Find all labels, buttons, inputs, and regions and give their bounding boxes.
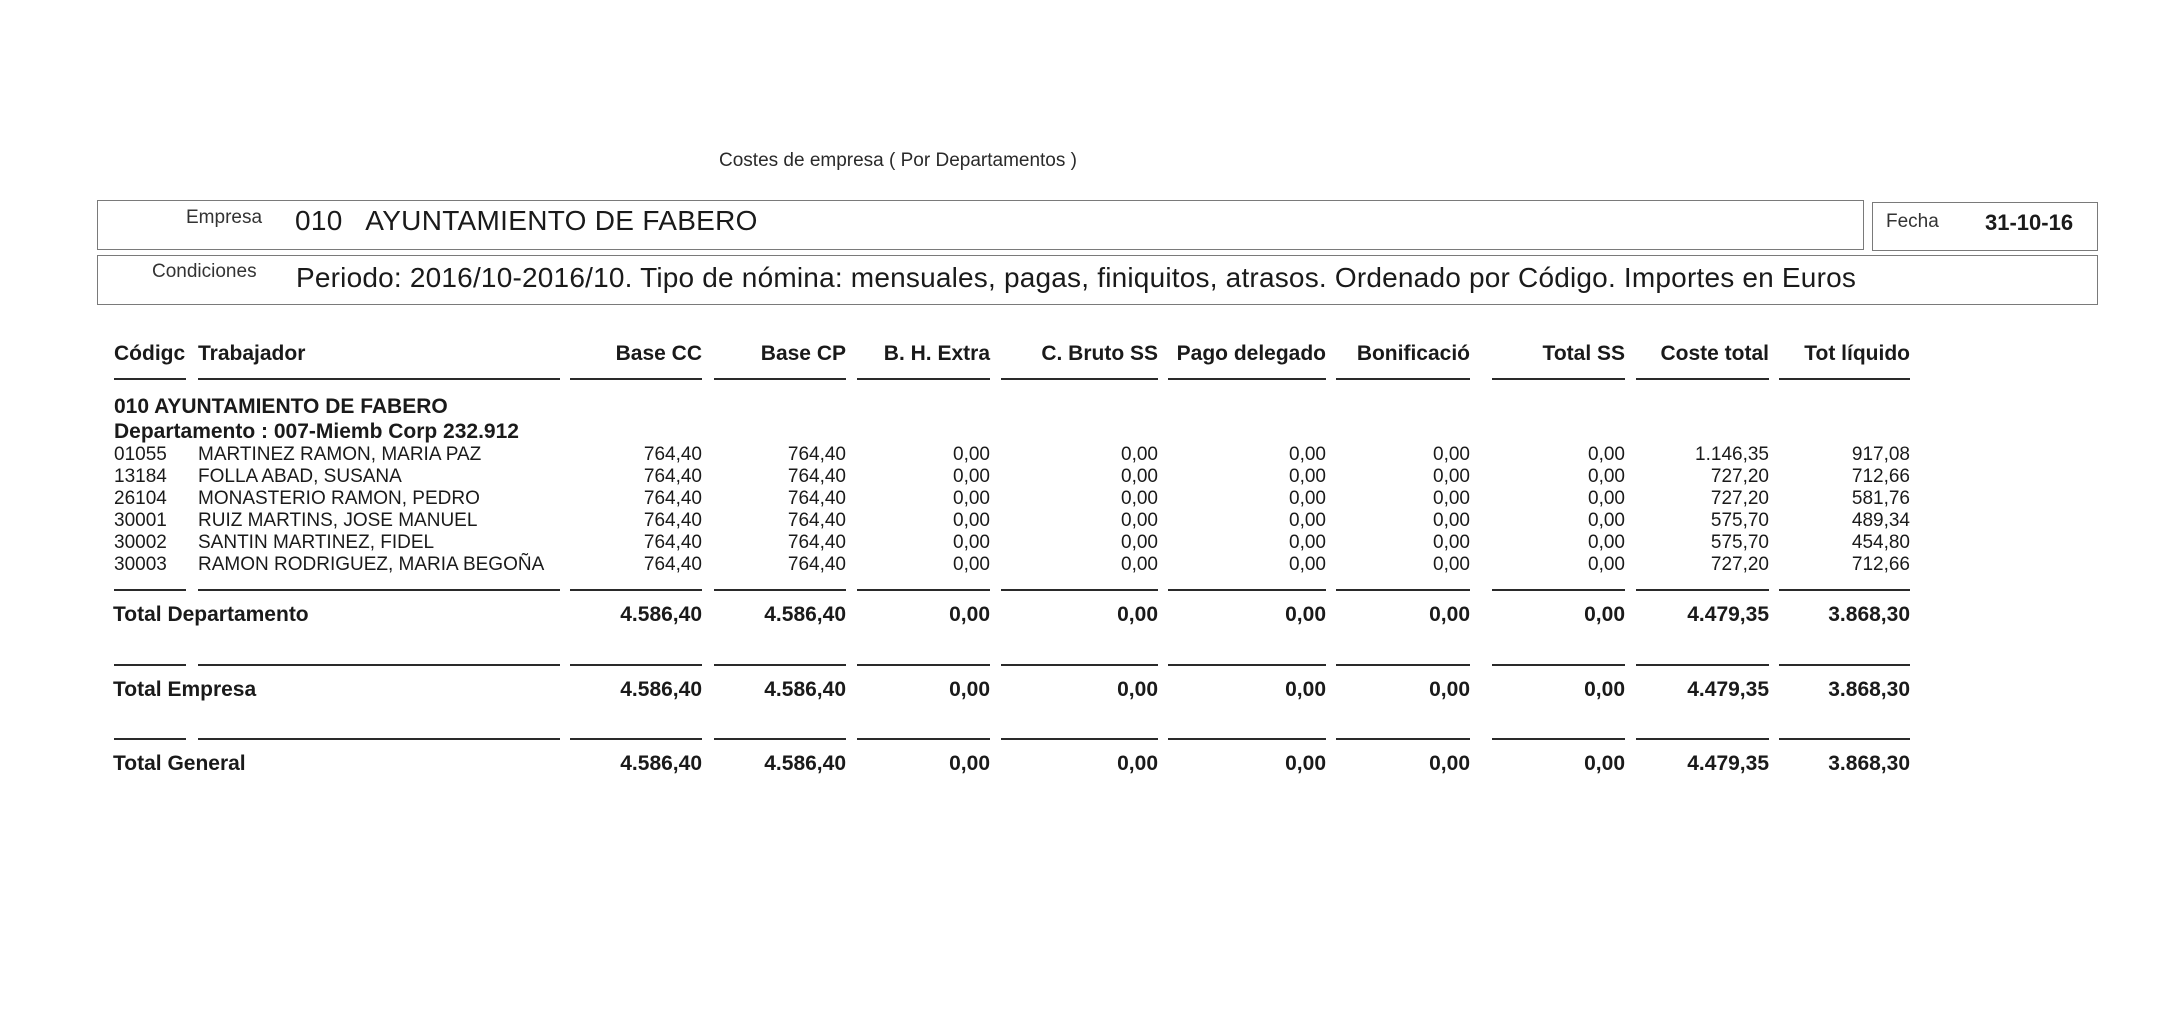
column-rule [570, 738, 702, 740]
column-rule [198, 664, 560, 666]
row-cell-tot-liquido: 489,34 [1851, 510, 1910, 531]
header-coste-total: Coste total [1660, 342, 1769, 365]
header-total-ss: Total SS [1542, 342, 1625, 365]
row-cell-trabajador: RUIZ MARTINS, JOSE MANUEL [198, 510, 478, 531]
total-base-cc: 4.586,40 [620, 752, 702, 775]
column-rule [1168, 378, 1326, 380]
empresa-label: Empresa [186, 207, 263, 228]
row-cell-bonificacion: 0,00 [1433, 510, 1470, 531]
total-tot-liquido: 3.868,30 [1828, 603, 1910, 626]
total-base-cp: 4.586,40 [764, 752, 846, 775]
column-rule [1636, 589, 1769, 591]
row-cell-coste-total: 575,70 [1710, 532, 1769, 553]
column-rule [1168, 738, 1326, 740]
row-cell-c-bruto-ss: 0,00 [1121, 488, 1158, 509]
row-cell-tot-liquido: 454,80 [1851, 532, 1910, 553]
header-base-cp: Base CP [760, 342, 846, 365]
row-cell-pago-delegado: 0,00 [1289, 510, 1326, 531]
total-c-bruto-ss: 0,00 [1117, 752, 1158, 775]
column-rule [1779, 378, 1910, 380]
total-c-bruto-ss: 0,00 [1117, 603, 1158, 626]
row-cell-coste-total: 1.146,35 [1695, 444, 1769, 465]
column-rule [1636, 664, 1769, 666]
total-label: Total Departamento [113, 603, 309, 626]
total-base-cp: 4.586,40 [764, 678, 846, 701]
row-cell-base-cc: 764,40 [643, 444, 702, 465]
column-rule [857, 589, 990, 591]
total-base-cp: 4.586,40 [764, 603, 846, 626]
header-bonificacion: Bonificació [1356, 342, 1470, 365]
row-cell-coste-total: 727,20 [1710, 488, 1769, 509]
column-rule [114, 664, 186, 666]
row-cell-total-ss: 0,00 [1588, 510, 1625, 531]
row-cell-base-cp: 764,40 [787, 554, 846, 575]
condiciones-label: Condiciones [152, 261, 257, 282]
total-bh-extra: 0,00 [949, 678, 990, 701]
total-pago-delegado: 0,00 [1285, 603, 1326, 626]
column-rule [114, 738, 186, 740]
header-pago-delegado: Pago delegado [1176, 342, 1326, 365]
column-rule [714, 664, 846, 666]
total-bonificacion: 0,00 [1429, 678, 1470, 701]
row-cell-bh-extra: 0,00 [953, 554, 990, 575]
column-rule [114, 589, 186, 591]
row-cell-codigo: 30003 [114, 554, 167, 575]
row-cell-coste-total: 727,20 [1710, 466, 1769, 487]
row-cell-bonificacion: 0,00 [1433, 488, 1470, 509]
column-rule [1492, 589, 1625, 591]
row-cell-c-bruto-ss: 0,00 [1121, 444, 1158, 465]
row-cell-bh-extra: 0,00 [953, 510, 990, 531]
header-base-cc: Base CC [615, 342, 702, 365]
total-label: Total Empresa [113, 678, 257, 701]
row-cell-pago-delegado: 0,00 [1289, 532, 1326, 553]
total-bonificacion: 0,00 [1429, 752, 1470, 775]
row-cell-pago-delegado: 0,00 [1289, 488, 1326, 509]
row-cell-bh-extra: 0,00 [953, 466, 990, 487]
row-cell-bh-extra: 0,00 [953, 488, 990, 509]
column-rule [1779, 589, 1910, 591]
row-cell-total-ss: 0,00 [1588, 532, 1625, 553]
column-rule [1336, 738, 1470, 740]
total-tot-liquido: 3.868,30 [1828, 678, 1910, 701]
column-rule [857, 664, 990, 666]
column-rule [1336, 589, 1470, 591]
row-cell-c-bruto-ss: 0,00 [1121, 466, 1158, 487]
total-tot-liquido: 3.868,30 [1828, 752, 1910, 775]
total-total-ss: 0,00 [1584, 752, 1625, 775]
column-rule [1168, 664, 1326, 666]
total-base-cc: 4.586,40 [620, 603, 702, 626]
header-trabajador: Trabajador [198, 342, 306, 365]
column-rule [1636, 738, 1769, 740]
condiciones-value: Periodo: 2016/10-2016/10. Tipo de nómina: mensuales, pagas, finiquitos, atrasos. Ordenado por Código. Importes en Euros [296, 262, 1857, 293]
row-cell-bonificacion: 0,00 [1433, 444, 1470, 465]
header-tot-liquido: Tot líquido [1804, 342, 1910, 365]
row-cell-codigo: 30001 [114, 510, 167, 531]
row-cell-codigo: 13184 [114, 466, 167, 487]
total-bh-extra: 0,00 [949, 603, 990, 626]
total-c-bruto-ss: 0,00 [1117, 678, 1158, 701]
row-cell-bh-extra: 0,00 [953, 532, 990, 553]
row-cell-c-bruto-ss: 0,00 [1121, 554, 1158, 575]
row-cell-base-cc: 764,40 [643, 510, 702, 531]
column-rule [198, 378, 560, 380]
row-cell-bonificacion: 0,00 [1433, 532, 1470, 553]
total-coste-total: 4.479,35 [1687, 603, 1769, 626]
row-cell-bonificacion: 0,00 [1433, 554, 1470, 575]
row-cell-codigo: 26104 [114, 488, 167, 509]
total-pago-delegado: 0,00 [1285, 752, 1326, 775]
column-rule [570, 589, 702, 591]
fecha-value: 31-10-16 [1985, 210, 2074, 235]
row-cell-base-cp: 764,40 [787, 444, 846, 465]
row-cell-trabajador: SANTIN MARTINEZ, FIDEL [198, 532, 435, 553]
header-bh-extra: B. H. Extra [883, 342, 990, 365]
row-cell-codigo: 30002 [114, 532, 167, 553]
row-cell-bonificacion: 0,00 [1433, 466, 1470, 487]
header-c-bruto-ss: C. Bruto SS [1041, 342, 1158, 365]
column-rule [114, 378, 186, 380]
row-cell-total-ss: 0,00 [1588, 444, 1625, 465]
row-cell-tot-liquido: 712,66 [1851, 554, 1910, 575]
row-cell-base-cc: 764,40 [643, 488, 702, 509]
company-group-heading: 010 AYUNTAMIENTO DE FABERO [114, 395, 448, 418]
total-pago-delegado: 0,00 [1285, 678, 1326, 701]
row-cell-coste-total: 575,70 [1710, 510, 1769, 531]
column-rule [857, 738, 990, 740]
column-rule [1779, 738, 1910, 740]
column-rule [1168, 589, 1326, 591]
column-rule [1336, 664, 1470, 666]
header-codigo: Códigc [114, 342, 186, 365]
report-title: Costes de empresa ( Por Departamentos ) [719, 150, 1077, 171]
row-cell-total-ss: 0,00 [1588, 554, 1625, 575]
total-bh-extra: 0,00 [949, 752, 990, 775]
column-rule [1636, 378, 1769, 380]
total-coste-total: 4.479,35 [1687, 752, 1769, 775]
total-coste-total: 4.479,35 [1687, 678, 1769, 701]
row-cell-trabajador: MARTINEZ RAMON, MARIA PAZ [198, 444, 482, 465]
column-rule [198, 738, 560, 740]
row-cell-tot-liquido: 917,08 [1851, 444, 1910, 465]
column-rule [1492, 378, 1625, 380]
column-rule [1492, 664, 1625, 666]
column-rule [857, 378, 990, 380]
row-cell-bh-extra: 0,00 [953, 444, 990, 465]
row-cell-base-cp: 764,40 [787, 532, 846, 553]
column-rule [1001, 589, 1158, 591]
total-base-cc: 4.586,40 [620, 678, 702, 701]
column-rule [1336, 378, 1470, 380]
total-bonificacion: 0,00 [1429, 603, 1470, 626]
row-cell-trabajador: MONASTERIO RAMON, PEDRO [198, 488, 480, 509]
row-cell-base-cp: 764,40 [787, 466, 846, 487]
column-rule [714, 738, 846, 740]
total-total-ss: 0,00 [1584, 678, 1625, 701]
empresa-value: 010 AYUNTAMIENTO DE FABERO [295, 205, 758, 236]
row-cell-tot-liquido: 581,76 [1851, 488, 1910, 509]
row-cell-base-cp: 764,40 [787, 510, 846, 531]
row-cell-trabajador: RAMON RODRIGUEZ, MARIA BEGOÑA [198, 554, 545, 575]
row-cell-pago-delegado: 0,00 [1289, 554, 1326, 575]
row-cell-trabajador: FOLLA ABAD, SUSANA [198, 466, 402, 487]
row-cell-pago-delegado: 0,00 [1289, 466, 1326, 487]
column-rule [1001, 738, 1158, 740]
column-rule [714, 378, 846, 380]
row-cell-base-cc: 764,40 [643, 532, 702, 553]
row-cell-pago-delegado: 0,00 [1289, 444, 1326, 465]
column-rule [1779, 664, 1910, 666]
column-rule [1001, 664, 1158, 666]
column-rule [570, 664, 702, 666]
fecha-label: Fecha [1886, 211, 1939, 232]
department-group-heading: Departamento : 007-Miemb Corp 232.912 [114, 420, 519, 443]
column-rule [714, 589, 846, 591]
column-rule [1001, 378, 1158, 380]
total-total-ss: 0,00 [1584, 603, 1625, 626]
row-cell-codigo: 01055 [114, 444, 167, 465]
row-cell-tot-liquido: 712,66 [1851, 466, 1910, 487]
row-cell-c-bruto-ss: 0,00 [1121, 510, 1158, 531]
row-cell-total-ss: 0,00 [1588, 488, 1625, 509]
column-rule [570, 378, 702, 380]
row-cell-coste-total: 727,20 [1710, 554, 1769, 575]
row-cell-base-cc: 764,40 [643, 466, 702, 487]
row-cell-base-cp: 764,40 [787, 488, 846, 509]
total-label: Total General [113, 752, 246, 775]
row-cell-base-cc: 764,40 [643, 554, 702, 575]
row-cell-total-ss: 0,00 [1588, 466, 1625, 487]
row-cell-c-bruto-ss: 0,00 [1121, 532, 1158, 553]
column-rule [198, 589, 560, 591]
column-rule [1492, 738, 1625, 740]
